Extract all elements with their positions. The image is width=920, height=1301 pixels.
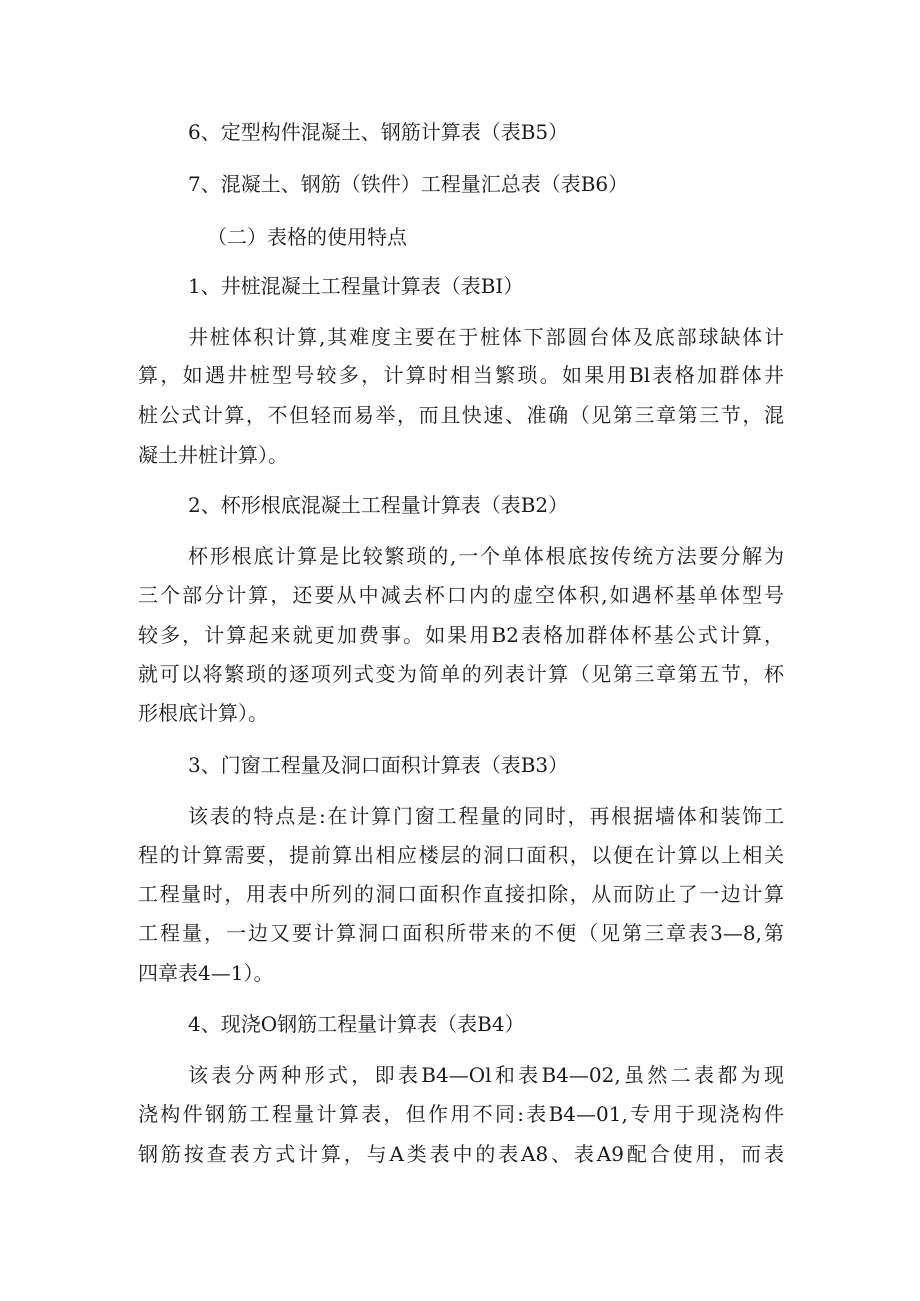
paragraph-2-line-1: 杯形根底计算是比较繁琐的,一个单体根底按传统方法要分解为 bbox=[188, 544, 784, 568]
paragraph-4-line-2: 浇构件钢筋工程量计算表，但作用不同:表B4—01,专用于现浇构件 bbox=[138, 1102, 784, 1126]
paragraph-4-line-3: 钢筋按查表方式计算，与A类表中的表A8、表A9配合使用，而表 bbox=[138, 1142, 784, 1166]
paragraph-1-line-2: 算，如遇井桩型号较多，计算时相当繁琐。如果用Bl表格加群体井 bbox=[138, 363, 784, 387]
paragraph-4-line-1: 该表分两种形式，即表B4—Ol和表B4—02,虽然二表都为现 bbox=[188, 1063, 784, 1087]
paragraph-2-line-3: 较多，计算起来就更加费事。如果用B2表格加群体杯基公式计算， bbox=[138, 623, 784, 647]
paragraph-3-line-5: 四章表4—1）。 bbox=[138, 961, 274, 985]
heading-2: 2、杯形根底混凝土工程量计算表（表B2） bbox=[188, 493, 569, 517]
paragraph-1-line-1: 井桩体积计算,其难度主要在于桩体下部圆台体及底部球缺体计 bbox=[188, 325, 784, 349]
heading-3: 3、门窗工程量及洞口面积计算表（表B3） bbox=[188, 753, 569, 777]
paragraph-2-line-4: 就可以将繁琐的逐项列式变为简单的列表计算（见第三章第五节，杯 bbox=[138, 662, 784, 686]
paragraph-1-line-3: 桩公式计算，不但轻而易举，而且快速、准确（见第三章第三节，混 bbox=[138, 403, 784, 427]
heading-1: 1、井桩混凝土工程量计算表（表BI） bbox=[188, 274, 524, 298]
list-item-7: 7、混凝土、钢筋（铁件）工程量汇总表（表B6） bbox=[188, 172, 629, 196]
paragraph-2-line-2: 三个部分计算，还要从中减去杯口内的虚空体积,如遇杯基单体型号 bbox=[138, 583, 784, 607]
paragraph-3-line-3: 工程量时，用表中所列的洞口面积作直接扣除，从而防止了一边计算 bbox=[138, 882, 784, 906]
paragraph-3-line-4: 工程量，一边又要计算洞口面积所带来的不便（见第三章表3—8,第 bbox=[138, 921, 784, 945]
paragraph-3-line-1: 该表的特点是:在计算门窗工程量的同时，再根据墙体和装饰工 bbox=[188, 804, 784, 828]
heading-4: 4、现浇O钢筋工程量计算表（表B4） bbox=[188, 1012, 525, 1036]
list-item-6: 6、定型构件混凝土、钢筋计算表（表B5） bbox=[188, 120, 569, 144]
section-title: （二）表格的使用特点 bbox=[207, 225, 407, 249]
paragraph-3-line-2: 程的计算需要，提前算出相应楼层的洞口面积，以便在计算以上相关 bbox=[138, 843, 784, 867]
paragraph-1-line-4: 凝土井桩计算）。 bbox=[138, 443, 288, 467]
paragraph-2-line-5: 形根底计算）。 bbox=[138, 701, 268, 725]
